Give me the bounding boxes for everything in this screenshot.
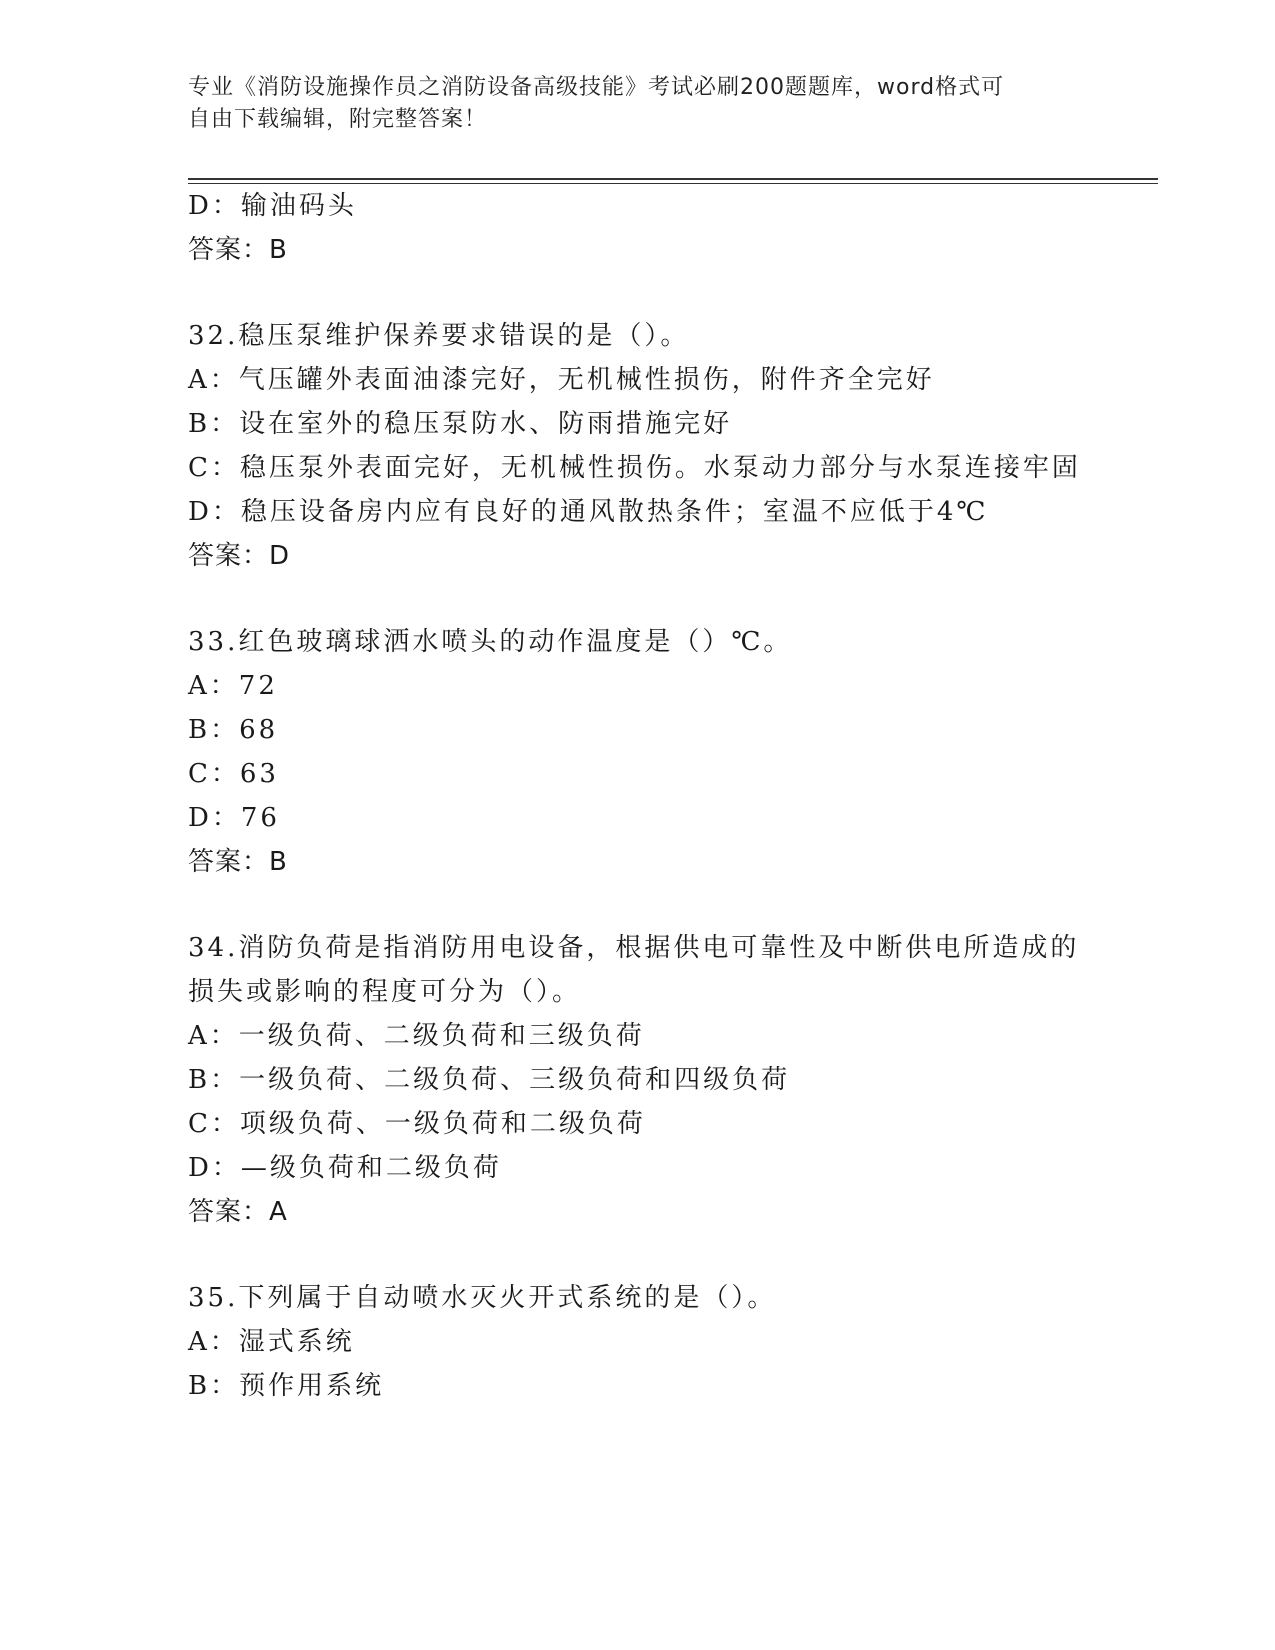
q33-option-a: A：72 xyxy=(188,671,278,701)
q34-question-line-1: 34.消防负荷是指消防用电设备，根据供电可靠性及中断供电所造成的 xyxy=(188,933,1080,963)
q34-answer: 答案：A xyxy=(188,1197,288,1227)
header-line-1: 专业《消防设施操作员之消防设备高级技能》考试必刷200题题库，word格式可 xyxy=(188,75,1005,100)
q32-question: 32.稳压泵维护保养要求错误的是（）。 xyxy=(188,321,690,351)
q35-option-a: A：湿式系统 xyxy=(188,1327,355,1357)
q34-option-d: D：—级负荷和二级负荷 xyxy=(188,1153,502,1183)
q33-option-c: C：63 xyxy=(188,759,279,789)
q32-option-d: D：稳压设备房内应有良好的通风散热条件；室温不应低于4℃ xyxy=(188,497,989,527)
q32-option-b: B：设在室外的稳压泵防水、防雨措施完好 xyxy=(188,409,733,439)
q31-answer: 答案：B xyxy=(188,235,288,265)
q34-question-line-2: 损失或影响的程度可分为（）。 xyxy=(188,977,582,1007)
q31-option-d: D：输油码头 xyxy=(188,191,357,221)
q33-option-d: D：76 xyxy=(188,803,280,833)
q33-answer: 答案：B xyxy=(188,847,288,877)
q35-question: 35.下列属于自动喷水灭火开式系统的是（）。 xyxy=(188,1283,777,1313)
q34-option-a: A：一级负荷、二级负荷和三级负荷 xyxy=(188,1021,645,1051)
q32-option-a: A：气压罐外表面油漆完好，无机械性损伤，附件齐全完好 xyxy=(188,365,935,395)
header-divider-thin xyxy=(188,183,1158,184)
q33-option-b: B：68 xyxy=(188,715,279,745)
q35-option-b: B：预作用系统 xyxy=(188,1371,385,1401)
header-line-2: 自由下载编辑，附完整答案！ xyxy=(188,107,488,132)
q33-question: 33.红色玻璃球洒水喷头的动作温度是（）℃。 xyxy=(188,627,793,657)
q34-option-c: C：项级负荷、一级负荷和二级负荷 xyxy=(188,1109,646,1139)
header-divider-thick xyxy=(188,178,1158,180)
q32-answer: 答案：D xyxy=(188,541,291,571)
q32-option-c: C：稳压泵外表面完好，无机械性损伤。水泵动力部分与水泵连接牢固 xyxy=(188,453,1081,483)
document-header xyxy=(188,72,1068,136)
q34-option-b: B：一级负荷、二级负荷、三级负荷和四级负荷 xyxy=(188,1065,791,1095)
